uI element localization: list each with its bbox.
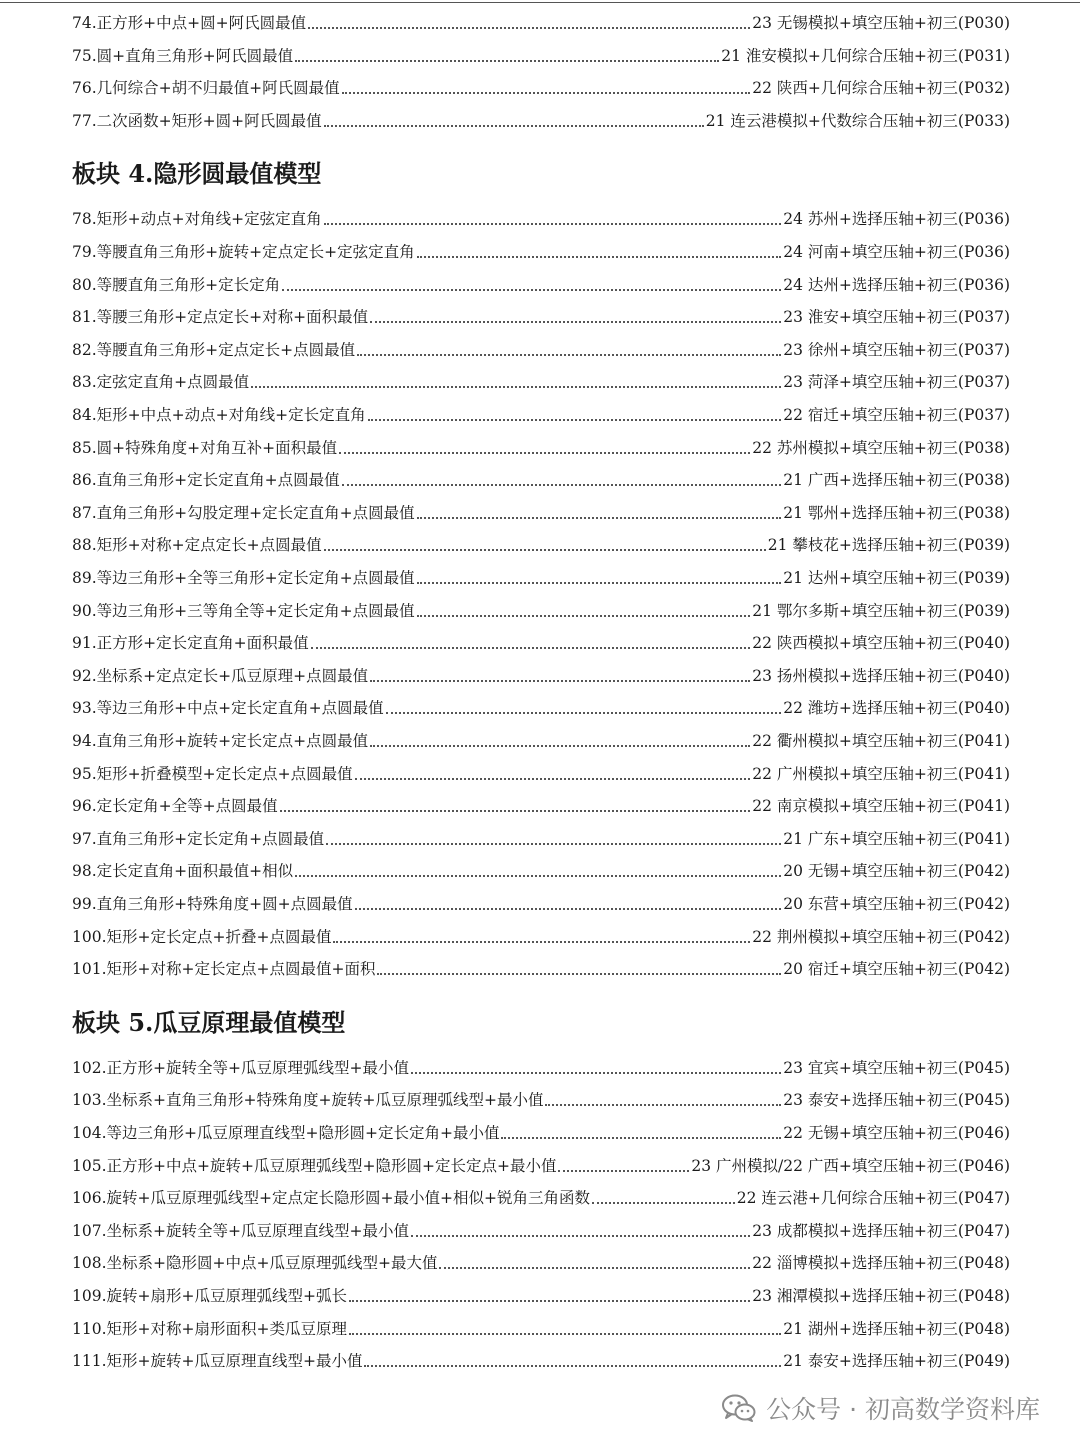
entry-title: 直角三角形+旋转+定长定点+点圆最值	[96, 732, 369, 750]
entry-title: 等边三角形+三等角全等+定长定角+点圆最值	[96, 601, 415, 620]
entry-number: 90.	[72, 601, 97, 620]
entry-number: 79.	[72, 243, 97, 261]
dot-leader	[342, 484, 782, 486]
dot-leader	[364, 1365, 781, 1367]
entry-reference: 23 无锡模拟+填空压轴+初三(P030)	[752, 14, 1010, 32]
entry-number: 109.	[72, 1287, 107, 1305]
entry-reference: 22 南京模拟+填空压轴+初三(P041)	[752, 797, 1010, 816]
toc-entry[interactable]	[72, 758, 1010, 784]
entry-title: 正方形+旋转全等+瓜豆原理弧线型+最小值	[106, 1058, 409, 1077]
toc-entry[interactable]	[72, 1215, 1010, 1241]
entry-reference: 23 成都模拟+选择压轴+初三(P047)	[752, 1221, 1010, 1240]
entry-reference: 22 无锡+填空压轴+初三(P046)	[783, 1124, 1010, 1142]
dot-leader	[501, 1137, 781, 1139]
toc-entry[interactable]	[72, 1313, 1010, 1339]
entry-reference: 23 淮安+填空压轴+初三(P037)	[783, 308, 1010, 327]
dot-leader	[386, 712, 782, 714]
entry-reference: 23 宜宾+填空压轴+初三(P045)	[783, 1058, 1010, 1077]
entry-number: 88.	[72, 536, 97, 555]
dot-leader	[417, 256, 782, 258]
entry-reference: 22 衢州模拟+填空压轴+初三(P041)	[752, 732, 1010, 750]
entry-reference: 22 苏州模拟+填空压轴+初三(P038)	[752, 438, 1010, 457]
toc-entry[interactable]	[72, 1345, 1010, 1371]
toc-entry[interactable]	[72, 1150, 1010, 1176]
dot-leader	[592, 1202, 735, 1204]
toc-entry[interactable]	[72, 1052, 1010, 1078]
dot-leader	[357, 354, 781, 356]
dot-leader	[417, 582, 782, 584]
toc-entry[interactable]	[72, 627, 1010, 653]
entry-number: 111.	[72, 1352, 107, 1371]
entry-number: 110.	[72, 1319, 107, 1338]
entry-number: 108.	[72, 1254, 107, 1273]
toc-entry[interactable]	[72, 72, 1010, 98]
entry-reference: 23 广州模拟/22 广西+填空压轴+初三(P046)	[691, 1156, 1010, 1175]
entry-reference: 21 广西+选择压轴+初三(P038)	[783, 471, 1010, 490]
entry-title: 正方形+定长定直角+面积最值	[96, 634, 309, 653]
dot-leader	[295, 60, 719, 62]
entry-reference: 22 广州模拟+填空压轴+初三(P041)	[752, 764, 1010, 783]
entry-reference: 24 苏州+选择压轴+初三(P036)	[783, 210, 1010, 229]
entry-number: 75.	[72, 46, 97, 65]
toc-entry[interactable]	[72, 301, 1010, 327]
entry-number: 92.	[72, 666, 97, 685]
dot-leader	[339, 452, 750, 454]
entry-number: 97.	[72, 829, 97, 848]
entry-reference: 22 宿迁+填空压轴+初三(P037)	[783, 406, 1010, 424]
dot-leader	[349, 1300, 750, 1302]
entry-title: 旋转+扇形+瓜豆原理弧线型+弧长	[106, 1287, 347, 1305]
entry-reference: 21 鄂州+选择压轴+初三(P038)	[783, 503, 1010, 522]
toc-entry[interactable]	[72, 269, 1010, 295]
toc-entry[interactable]	[72, 1182, 1010, 1208]
toc-entry[interactable]	[72, 529, 1010, 555]
toc-entry[interactable]	[72, 888, 1010, 914]
entry-reference: 24 达州+选择压轴+初三(P036)	[783, 275, 1010, 294]
entry-title: 矩形+对称+扇形面积+类瓜豆原理	[106, 1319, 347, 1338]
section-title: 板块 4.隐形圆最值模型	[72, 159, 322, 189]
dot-leader	[251, 386, 781, 388]
entry-title: 坐标系+隐形圆+中点+瓜豆原理弧线型+最大值	[106, 1254, 438, 1273]
entry-title: 等边三角形+瓜豆原理直线型+隐形圆+定长定角+最小值	[106, 1124, 500, 1142]
watermark	[722, 1390, 1040, 1426]
entry-title: 正方形+中点+圆+阿氏圆最值	[96, 14, 307, 32]
toc-entry[interactable]	[72, 953, 1010, 979]
wechat-icon	[722, 1394, 756, 1422]
dot-leader	[370, 680, 750, 682]
entry-reference: 21 湖州+选择压轴+初三(P048)	[783, 1319, 1010, 1338]
entry-reference: 23 扬州模拟+选择压轴+初三(P040)	[752, 666, 1010, 685]
toc-entry[interactable]	[72, 203, 1010, 229]
dot-leader	[558, 1170, 689, 1172]
entry-title: 等边三角形+中点+定长定直角+点圆最值	[96, 699, 384, 718]
entry-number: 81.	[72, 308, 97, 327]
entry-number: 96.	[72, 797, 97, 816]
toc-entry[interactable]	[72, 334, 1010, 360]
entry-title: 定长定直角+面积最值+相似	[96, 862, 294, 881]
entry-title: 等腰三角形+定点定长+对称+面积最值	[96, 308, 369, 327]
dot-leader	[308, 27, 750, 29]
entry-title: 二次函数+矩形+圆+阿氏圆最值	[96, 111, 322, 130]
entry-number: 86.	[72, 471, 97, 490]
toc-entry[interactable]	[72, 236, 1010, 262]
dot-leader	[295, 875, 781, 877]
entry-reference: 20 东营+填空压轴+初三(P042)	[783, 895, 1010, 913]
toc-entry[interactable]	[72, 399, 1010, 425]
entry-reference: 22 淄博模拟+选择压轴+初三(P048)	[752, 1254, 1010, 1273]
entry-number: 78.	[72, 210, 97, 229]
entry-reference: 21 泰安+选择压轴+初三(P049)	[783, 1352, 1010, 1371]
toc-entry[interactable]	[72, 40, 1010, 66]
entry-title: 圆+特殊角度+对角互补+面积最值	[96, 438, 338, 457]
toc-entry[interactable]	[72, 1280, 1010, 1306]
entry-title: 定长定角+全等+点圆最值	[96, 797, 278, 816]
entry-number: 107.	[72, 1221, 107, 1240]
entry-number: 98.	[72, 862, 97, 881]
entry-reference: 21 连云港模拟+代数综合压轴+初三(P033)	[705, 111, 1010, 130]
entry-title: 矩形+对称+定长定点+点圆最值+面积	[106, 960, 376, 979]
entry-number: 83.	[72, 373, 97, 392]
dot-leader	[280, 810, 751, 812]
dot-leader	[333, 941, 750, 943]
entry-reference: 22 连云港+几何综合压轴+初三(P047)	[736, 1189, 1010, 1208]
entry-reference: 23 湘潭模拟+选择压轴+初三(P048)	[752, 1287, 1010, 1305]
entry-title: 旋转+瓜豆原理弧线型+定点定长隐形圆+最小值+相似+锐角三角函数	[106, 1189, 590, 1208]
dot-leader	[326, 843, 781, 845]
entry-reference: 23 徐州+填空压轴+初三(P037)	[783, 340, 1010, 359]
dot-leader	[370, 321, 781, 323]
dot-leader	[545, 1104, 781, 1106]
entry-title: 等边三角形+全等三角形+定长定角+点圆最值	[96, 569, 415, 587]
entry-number: 94.	[72, 732, 97, 750]
entry-title: 矩形+对称+定点定长+点圆最值	[96, 536, 322, 555]
toc-entry[interactable]	[72, 432, 1010, 458]
entry-reference: 22 荆州模拟+填空压轴+初三(P042)	[752, 927, 1010, 946]
entry-number: 106.	[72, 1189, 107, 1208]
entry-number: 87.	[72, 503, 97, 522]
toc-entry[interactable]	[72, 595, 1010, 621]
entry-number: 104.	[72, 1124, 107, 1142]
top-rule	[0, 2, 1080, 3]
dot-leader	[324, 549, 766, 551]
toc-entry[interactable]	[72, 497, 1010, 523]
entry-reference: 23 泰安+选择压轴+初三(P045)	[783, 1091, 1010, 1110]
dot-leader	[282, 289, 781, 291]
entry-title: 定弦定直角+点圆最值	[96, 373, 250, 392]
entry-reference: 20 宿迁+填空压轴+初三(P042)	[783, 960, 1010, 979]
toc-entry[interactable]	[72, 562, 1010, 588]
entry-reference: 21 鄂尔多斯+填空压轴+初三(P039)	[752, 601, 1010, 620]
entry-number: 84.	[72, 406, 97, 424]
entry-reference: 21 淮安模拟+几何综合压轴+初三(P031)	[721, 46, 1010, 65]
entry-title: 矩形+中点+动点+对角线+定长定直角	[96, 406, 366, 424]
entry-number: 99.	[72, 895, 97, 913]
entry-title: 坐标系+直角三角形+特殊角度+旋转+瓜豆原理弧线型+最小值	[106, 1091, 544, 1110]
entry-number: 85.	[72, 438, 97, 457]
toc-entry[interactable]	[72, 692, 1010, 718]
toc-entry[interactable]	[72, 660, 1010, 686]
entry-number: 89.	[72, 569, 97, 587]
entry-title: 矩形+动点+对角线+定弦定直角	[96, 210, 322, 229]
dot-leader	[324, 223, 782, 225]
entry-title: 等腰直角三角形+定点定长+点圆最值	[96, 340, 356, 359]
dot-leader	[355, 778, 751, 780]
entry-title: 坐标系+旋转全等+瓜豆原理直线型+最小值	[106, 1221, 409, 1240]
dot-leader	[417, 615, 751, 617]
entry-number: 103.	[72, 1091, 107, 1110]
entry-reference: 21 广东+填空压轴+初三(P041)	[783, 829, 1010, 848]
dot-leader	[324, 125, 704, 127]
entry-reference: 20 无锡+填空压轴+初三(P042)	[783, 862, 1010, 881]
entry-title: 矩形+旋转+瓜豆原理直线型+最小值	[106, 1352, 363, 1371]
toc-entry[interactable]	[72, 1117, 1010, 1143]
toc-entry[interactable]	[72, 1247, 1010, 1273]
entry-reference: 22 潍坊+选择压轴+初三(P040)	[783, 699, 1010, 718]
toc-entry[interactable]	[72, 464, 1010, 490]
entry-title: 直角三角形+勾股定理+定长定直角+点圆最值	[96, 503, 415, 522]
entry-title: 正方形+中点+旋转+瓜豆原理弧线型+隐形圆+定长定点+最小值	[106, 1156, 557, 1175]
entry-title: 圆+直角三角形+阿氏圆最值	[96, 46, 294, 65]
dot-leader	[342, 92, 751, 94]
entry-number: 82.	[72, 340, 97, 359]
entry-title: 等腰直角三角形+旋转+定点定长+定弦定直角	[96, 243, 415, 261]
entry-title: 矩形+定长定点+折叠+点圆最值	[106, 927, 332, 946]
dot-leader	[311, 647, 751, 649]
entry-number: 80.	[72, 275, 97, 294]
toc-entry[interactable]	[72, 366, 1010, 392]
entry-reference: 24 河南+填空压轴+初三(P036)	[783, 243, 1010, 261]
entry-number: 77.	[72, 111, 97, 130]
entry-title: 直角三角形+定长定直角+点圆最值	[96, 471, 340, 490]
dot-leader	[370, 745, 750, 747]
entry-reference: 23 菏泽+填空压轴+初三(P037)	[783, 373, 1010, 392]
dot-leader	[417, 517, 782, 519]
watermark-text: 公众号 · 初高数学资料库	[766, 1395, 1040, 1424]
entry-reference: 22 陕西模拟+填空压轴+初三(P040)	[752, 634, 1010, 653]
entry-number: 91.	[72, 634, 97, 653]
dot-leader	[411, 1072, 781, 1074]
entry-title: 几何综合+胡不归最值+阿氏圆最值	[96, 79, 340, 98]
entry-title: 直角三角形+定长定角+点圆最值	[96, 829, 325, 848]
section-title: 板块 5.瓜豆原理最值模型	[72, 1007, 346, 1037]
entry-reference: 21 攀枝花+选择压轴+初三(P039)	[767, 536, 1010, 555]
entry-reference: 22 陕西+几何综合压轴+初三(P032)	[752, 79, 1010, 98]
entry-title: 等腰直角三角形+定长定角	[96, 275, 281, 294]
toc-entry[interactable]	[72, 1084, 1010, 1110]
toc-entry[interactable]	[72, 725, 1010, 751]
entry-title: 矩形+折叠模型+定长定点+点圆最值	[96, 764, 353, 783]
toc-entry[interactable]	[72, 921, 1010, 947]
dot-leader	[377, 973, 781, 975]
entry-number: 102.	[72, 1058, 107, 1077]
toc-entry[interactable]	[72, 855, 1010, 881]
entry-number: 76.	[72, 79, 97, 98]
entry-number: 105.	[72, 1156, 107, 1175]
dot-leader	[355, 908, 782, 910]
entry-number: 74.	[72, 14, 97, 32]
entry-number: 100.	[72, 927, 107, 946]
toc-entry[interactable]	[72, 823, 1010, 849]
entry-reference: 21 达州+填空压轴+初三(P039)	[783, 569, 1010, 587]
toc-entry[interactable]	[72, 790, 1010, 816]
entry-title: 直角三角形+特殊角度+圆+点圆最值	[96, 895, 353, 913]
entry-number: 95.	[72, 764, 97, 783]
dot-leader	[349, 1333, 781, 1335]
toc-entry[interactable]	[72, 105, 1010, 131]
entry-number: 101.	[72, 960, 107, 979]
entry-number: 93.	[72, 699, 97, 718]
dot-leader	[439, 1267, 750, 1269]
dot-leader	[368, 419, 782, 421]
toc-entry[interactable]	[72, 7, 1010, 33]
entry-title: 坐标系+定点定长+瓜豆原理+点圆最值	[96, 666, 369, 685]
dot-leader	[411, 1235, 750, 1237]
